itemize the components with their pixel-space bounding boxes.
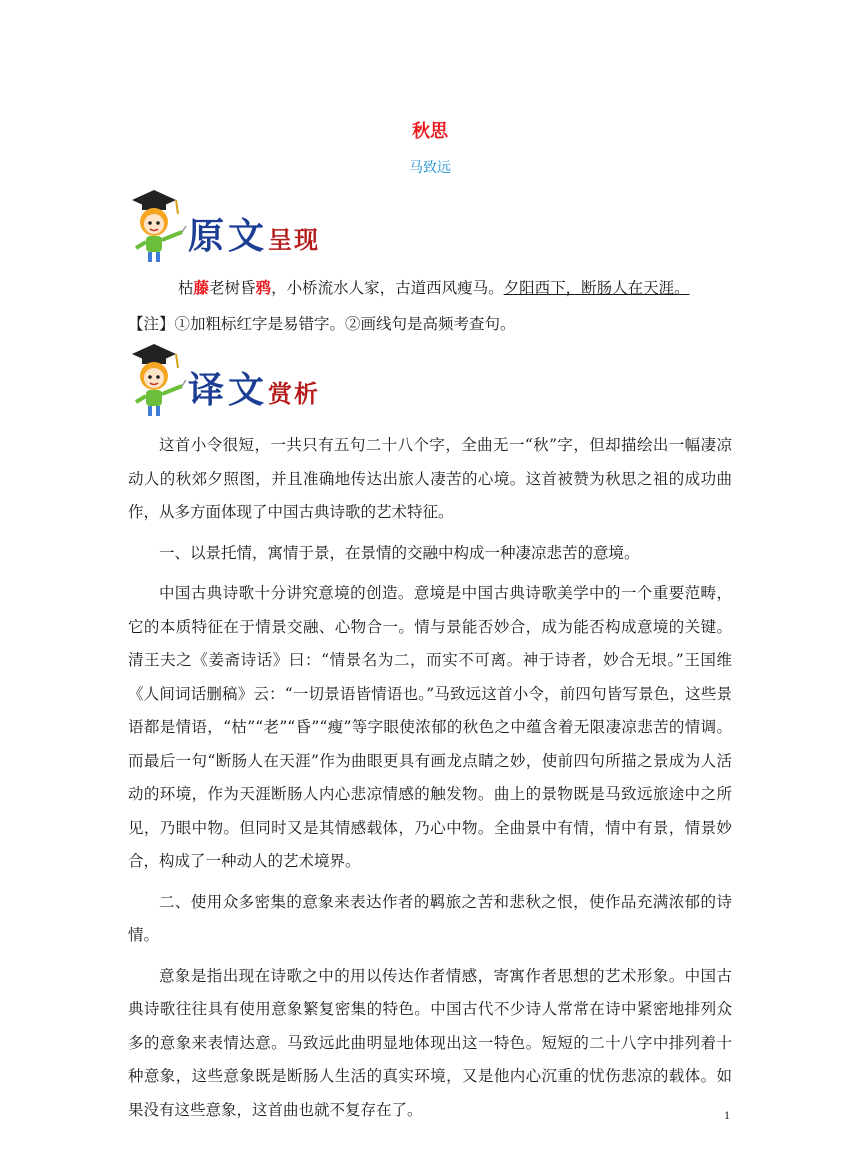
- paragraph: 一、以景托情，寓情于景，在景情的交融中构成一种凄凉悲苦的意境。: [159, 543, 640, 562]
- section-title-main: 译文: [188, 369, 269, 411]
- paragraph: 这首小令很短，一共只有五句二十八个字，全曲无一“秋”字，但却描绘出一幅凄凉动人的秋郊夕照图，并且准确地传达出旅人凄苦的心境。这首被赞为秋思之祖的成功曲作，从多方面体现了中国古典诗歌的艺术特征。: [128, 436, 732, 521]
- paragraph: 意象是指出现在诗歌之中的用以传达作者情感，寄寓作者思想的艺术形象。中国古典诗歌往往具有使用意象繁复密集的特色。中国古代不少诗人常常在诗中紧密地排列众多的意象来表情达意。马致远此曲明显地体现出这一特色。短短的二十八字中排列着十种意象，这些意象既是断肠人生活的真实环境，又是他内心沉重的忧伤悲凉的载体。如果没有这些意象，这首曲也就不复存在了。: [128, 966, 732, 1119]
- section-title: [188, 362, 320, 413]
- poem-segment: 枯: [178, 279, 194, 297]
- poem-key-line: 夕阳西下，断肠人在天涯。: [503, 279, 690, 297]
- poem-segment: 老树昏: [209, 279, 256, 297]
- section-title-main: 原文: [188, 215, 269, 257]
- paragraph: 中国古典诗歌十分讲究意境的创造。意境是中国古典诗歌美学中的一个重要范畴，它的本质特征在于情景交融、心物合一。情与景能否妙合，成为能否构成意境的关键。清王夫之《姜斋诗话》曰：“情景名为二，而实不可离。神于诗者，妙合无垠。”王国维《人间词话删稿》云：“一切景语皆情语也。”马致远这首小令，前四句皆写景色，这些景语都是情语，“枯”“老”“昏”“瘦”等字眼使浓郁的秋色之中蕴含着无限凄凉悲苦的情调。而最后一句“断肠人在天涯”作为曲眼更具有画龙点睛之妙，使前四句所描之景成为人活动的环境，作为天涯断肠人内心悲凉情感的触发物。曲上的景物既是马致远旅途中之所见，乃眼中物。但同时又是其情感载体，乃心中物。全曲景中有情，情中有景，情景妙合，构成了一种动人的艺术境界。: [128, 584, 732, 870]
- section-title: [188, 208, 320, 259]
- scholar-mascot-icon: [126, 340, 196, 420]
- section-heading-original: [126, 186, 386, 266]
- paragraph: 二、使用众多密集的意象来表达作者的羁旅之苦和悲秋之恨，使作品充满浓郁的诗情。: [128, 892, 732, 944]
- page-number: 1: [724, 1108, 730, 1122]
- section-title-accent: 呈现: [268, 225, 321, 254]
- poem-error-prone-char: 鸦: [255, 278, 272, 297]
- page-title: 秋思: [412, 121, 448, 142]
- poem-error-prone-char: 藤: [193, 278, 210, 297]
- analysis-body: [128, 429, 732, 1134]
- section-title-accent: 赏析: [268, 379, 321, 408]
- scholar-mascot-icon: [126, 186, 196, 266]
- annotation-note: 【注】①加粗标红字是易错字。②画线句是高频考查句。: [128, 315, 516, 333]
- author-name: 马致远: [409, 160, 451, 176]
- section-heading-analysis: [126, 340, 386, 420]
- poem-segment: ，小桥流水人家，古道西风瘦马。: [271, 279, 504, 297]
- poem-text: [178, 276, 690, 298]
